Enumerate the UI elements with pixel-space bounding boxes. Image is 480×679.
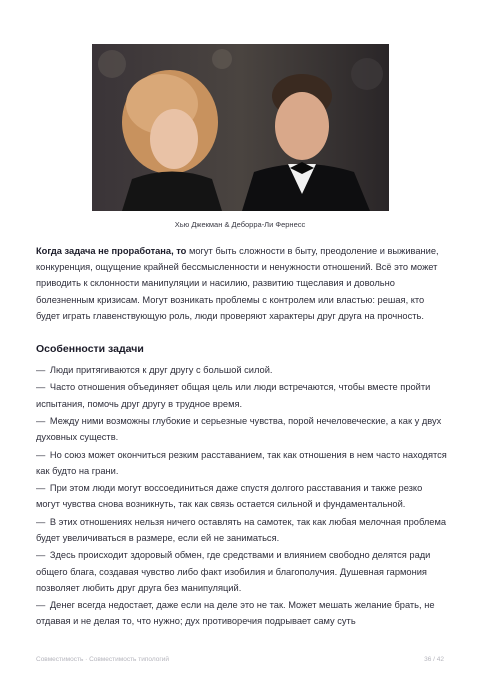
list-item <box>36 514 448 546</box>
features-list <box>36 362 448 631</box>
section-heading: Особенности задачи <box>36 343 144 355</box>
list-item <box>36 447 448 479</box>
dash-bullet: — <box>36 483 46 494</box>
list-item-text: Люди притягиваются к друг другу с большой силой. <box>49 365 273 375</box>
photo-caption: Хью Джекман & Деборра-Ли Фернесс <box>174 220 306 229</box>
list-item <box>36 480 448 512</box>
list-item <box>36 597 448 629</box>
list-item <box>36 547 448 596</box>
footer-title: Совместимость · Совместимость типологий <box>36 656 169 663</box>
intro-bold-lead: Когда задача не проработана, то <box>36 246 187 256</box>
dash-bullet: — <box>36 415 46 426</box>
list-item-text: Часто отношения объединяет общая цель или люди встречаются, чтобы вместе пройти испытания, помочь друг другу в трудное время. <box>36 382 431 409</box>
dash-bullet: — <box>36 550 46 561</box>
list-item <box>36 379 448 411</box>
intro-text: могут быть сложности в быту, преодоление и выживание, конкуренция, ощущение крайней бессмысленности и ненужности отношений. Всё это может приводить к склонности манипуляции и насилию, развитию тщеславия и довольно болезненным кризисам. Могут возникать проблемы с контролем или властью: решая, кто будет играть главенствующую роль, люди проверяют характеры друг друга на прочность. <box>36 246 439 321</box>
dash-bullet: — <box>36 449 46 460</box>
dash-bullet: — <box>36 382 46 393</box>
couple-photo <box>92 44 389 211</box>
list-item-text: В этих отношениях нельзя ничего оставлять на самотек, так как любая мелочная проблема будет увеличиваться в размере, если ей не заниматься. <box>36 516 447 543</box>
list-item <box>36 413 448 445</box>
list-item-text: Но союз может окончиться резким расставанием, так как отношения в нем часто находятся как будто на грани. <box>36 449 447 476</box>
page-number: 36 / 42 <box>424 656 444 663</box>
list-item-text: Здесь происходит здоровый обмен, где средствами и влиянием свободно делятся ради общего блага, создавая чувство либо факт изобилия и благополучия. Душевная гармония позволяет любить друг друга без манипуляций. <box>36 550 431 593</box>
dash-bullet: — <box>36 600 46 611</box>
list-item-text: Денег всегда недостает, даже если на деле это не так. Может мешать желание брать, не отдавая и не делая то, что нужно; дух противоречия подрывает саму суть <box>36 600 435 627</box>
list-item-text: Между ними возможны глубокие и серьезные чувства, порой нечеловеческие, а как у двух духовных существ. <box>36 415 442 443</box>
list-item-text: При этом люди могут воссоединиться даже спустя долгого расставания и также резко могут чувства снова возникнуть, так как связь остается сильной и фундаментальной. <box>36 483 423 510</box>
dash-bullet: — <box>36 365 46 375</box>
list-item <box>36 362 448 378</box>
dash-bullet: — <box>36 516 46 527</box>
intro-paragraph <box>36 243 448 324</box>
